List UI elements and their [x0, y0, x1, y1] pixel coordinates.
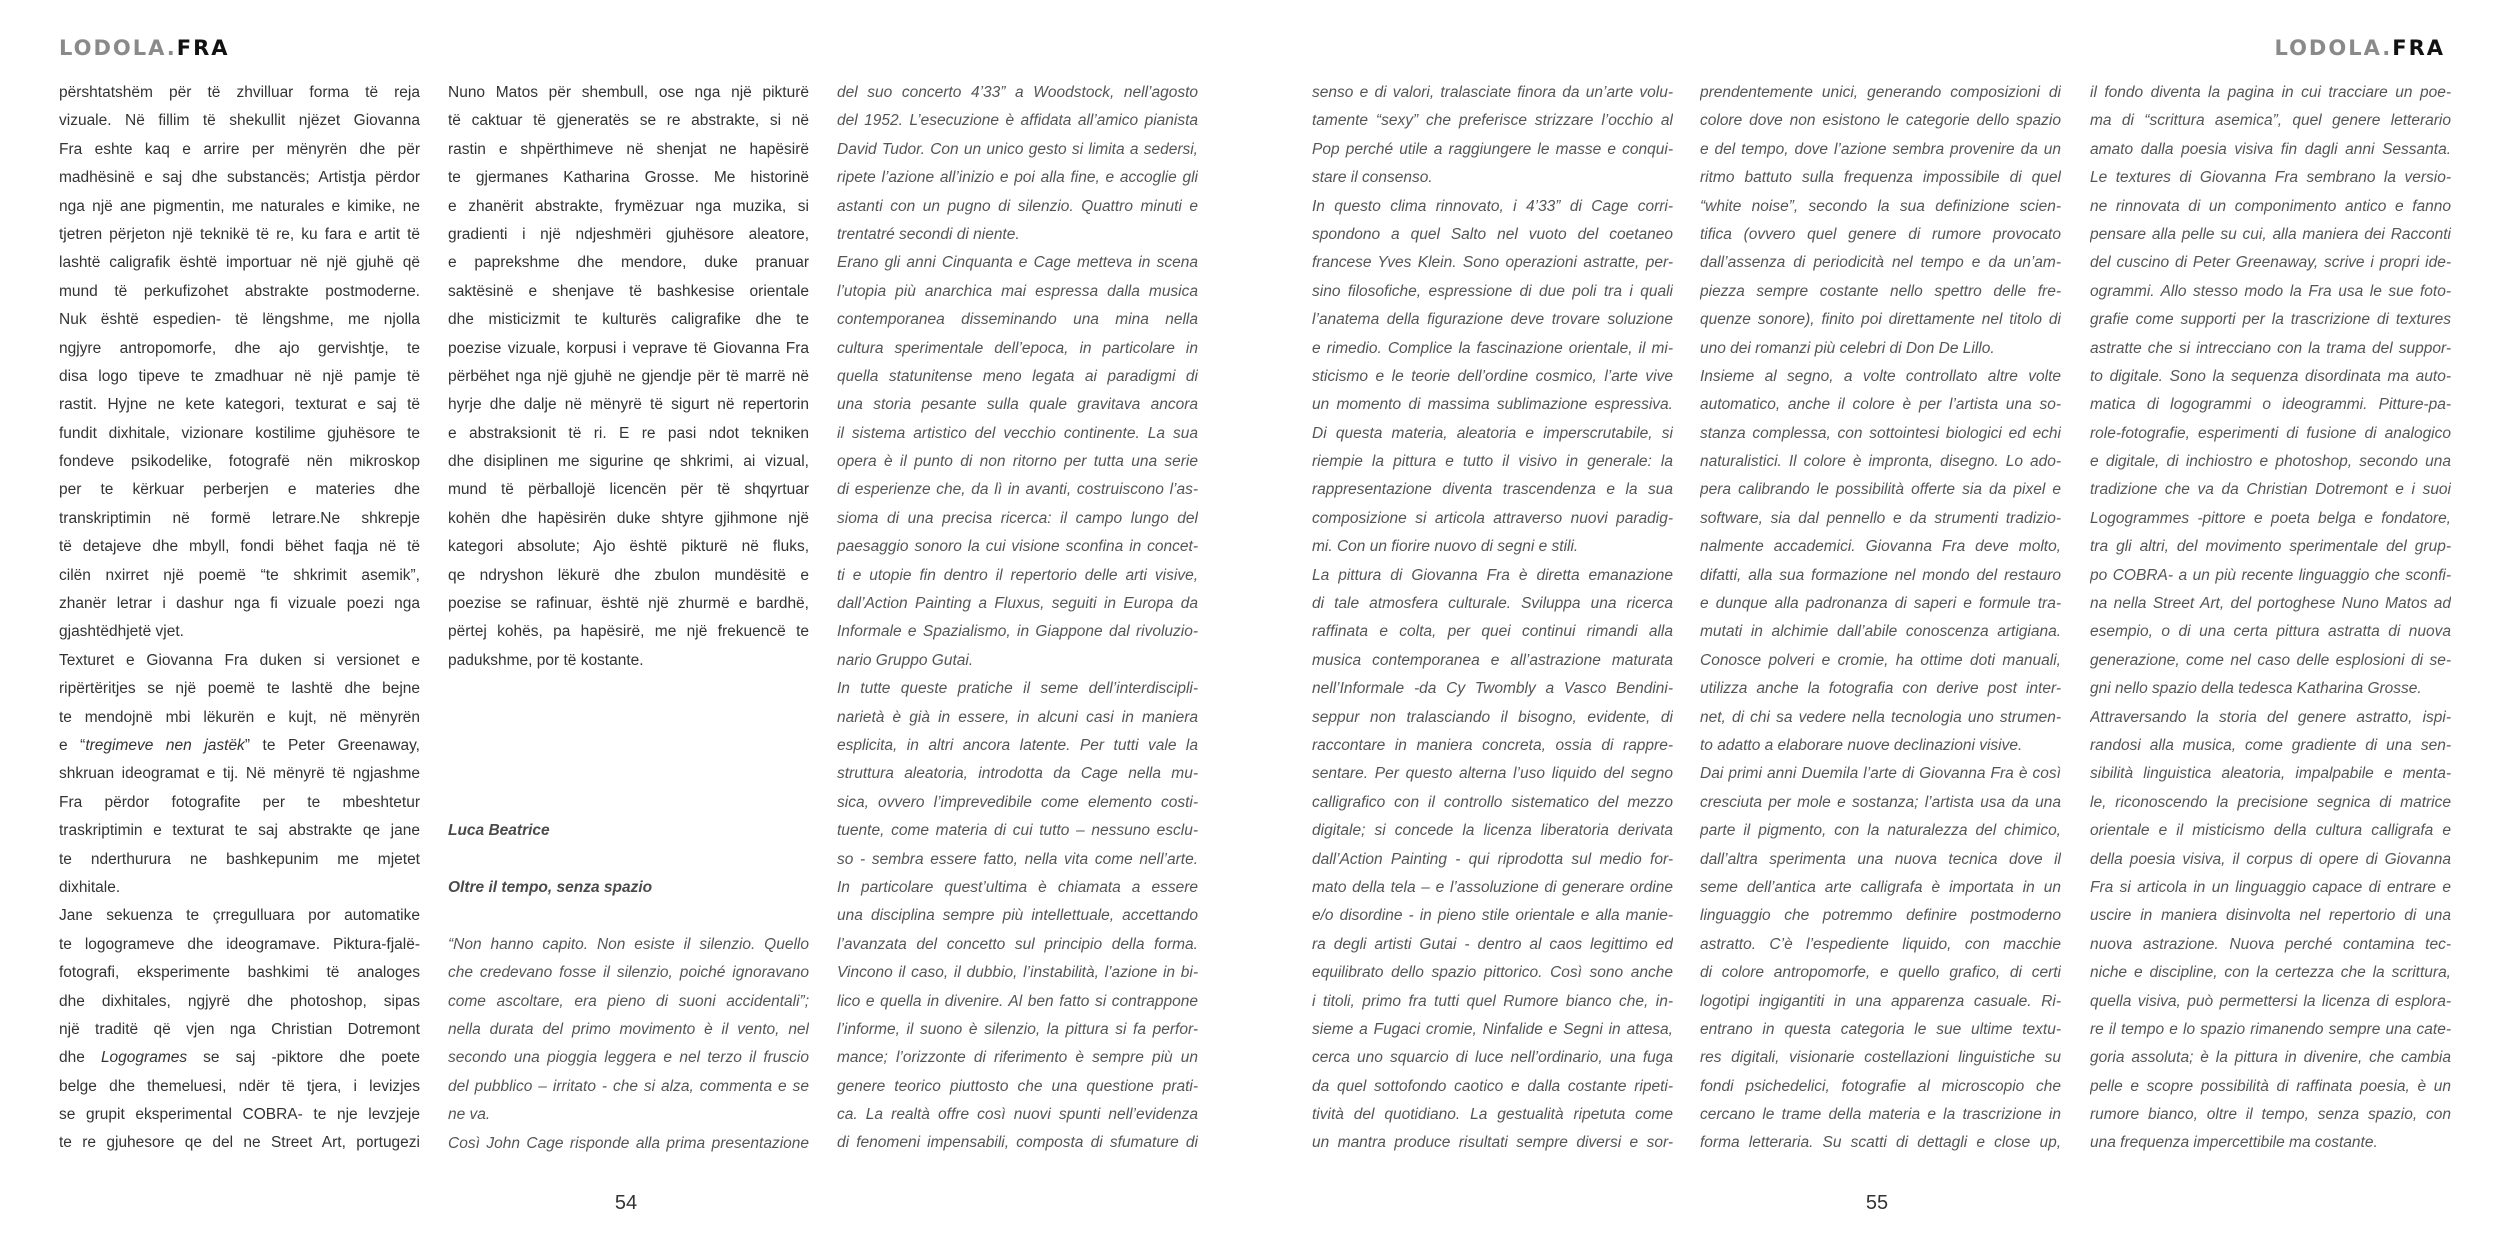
paragraph: [837, 249, 1198, 675]
text-line: poezise vizuale, korpusi i veprave të Giovanna Fra: [448, 339, 809, 357]
text-line: l’anatema della figurazione deve trovare soluzione: [1312, 311, 1673, 329]
text-line: tività del quotidiano. La gestualità ripetuta come: [1312, 1106, 1673, 1124]
text-line: tuente, come materia di cui tutto – nessuno esclu-: [837, 822, 1198, 840]
text-line: senso e di valori, tralasciate finora da un’arte volu-: [1312, 84, 1673, 101]
text-line: del suo concerto 4’33” a Woodstock, nell’agosto: [837, 84, 1198, 101]
text-line: linguaggio che potremmo definire postmoderno: [1700, 907, 2061, 925]
text-line: te logogrameve dhe ideogramave. Piktura-fjalë-: [59, 935, 420, 953]
text-line: sentare. Per questo alterna l’uso liquido del segno: [1312, 765, 1673, 783]
text-line: lashtë caligrafik është importuar në një gjuhë që: [59, 254, 420, 272]
text-line: Di questa materia, aleatoria e imperscrutabile, si: [1312, 424, 1673, 442]
text-line: automatico, anche il colore è per l’artista una so-: [1700, 396, 2061, 414]
text-line: padukshme, por të kostante.: [448, 651, 644, 669]
text-line: Insieme al segno, a volte controllato altre volte: [1700, 367, 2061, 385]
text-line: rastit. Hyjne ne kete kategori, texturat e saj të: [59, 396, 420, 414]
logo-right: [2274, 36, 2445, 60]
text-line: Nuk është espedien- të lëngshme, me njolla: [59, 311, 420, 329]
text-line: rumore bianco, oltre il tempo, senza spazio, con: [2090, 1106, 2451, 1124]
paragraph: [1700, 760, 2061, 1157]
text-line: rappresentazione diventa trascendenza e la sua: [1312, 481, 1673, 499]
text-line: di colore antropomorfe, e quello grafico, di certi: [1700, 964, 2061, 982]
text-line: utilizza anche la fotografia con derive post inter-: [1700, 680, 2061, 698]
text-line: francese Yves Klein. Sono operazioni astratte, per-: [1312, 254, 1673, 272]
text-line: uscire in maniera disinvolta nel repertorio di una: [2090, 907, 2451, 925]
text-line: e rimedio. Complice la fascinazione orientale, il mi-: [1312, 339, 1673, 357]
text-line: matica di logogrammi o ideogrammi. Pitture-pa-: [2090, 396, 2451, 414]
text-line: un mantra produce risultati sempre diversi e sor-: [1312, 1134, 1673, 1152]
text-line: Fra si articola in un linguaggio capace di entrare e: [2090, 878, 2451, 896]
text-line: përtej kohës, pa hapësirë, me një frekuencë te: [448, 623, 809, 641]
text-line: ne rinnovata di un componimento antico e fanno: [2090, 197, 2451, 215]
text-line: orientale e il misticismo della cultura calligrafa e: [2090, 822, 2451, 840]
text-line: nga një ane pigmentin, me naturales e kimike, ne: [59, 197, 420, 215]
text-line: il fondo diventa la pagina in cui tracciare un poe-: [2090, 84, 2451, 101]
text-line: Dai primi anni Duemila l’arte di Giovanna Fra è così: [1700, 765, 2061, 783]
page-number-right: 55: [1865, 1192, 1889, 1214]
text-line: quella statunitense meno legata ai paradigmi di: [837, 367, 1198, 385]
text-line: Pop perché utile a raggiungere le masse e conqui-: [1312, 140, 1673, 158]
text-line: nario Gruppo Gutai.: [837, 651, 974, 669]
text-line: di fenomeni impensabili, composta di sfumature di: [837, 1134, 1198, 1152]
text-line: Vincono il caso, il dubbio, l’instabilità, l’azione in bi-: [837, 964, 1198, 982]
text-line: fondi psichedelici, fotografie al microscopio che: [1700, 1077, 2061, 1095]
text-line: riempie la pittura e tutto il visivo in generale: la: [1312, 453, 1673, 471]
text-line: Conosce polveri e cromie, ha ottime doti manuali,: [1700, 651, 2061, 669]
text-line: quella visiva, può permettersi la licenza di esplora-: [2090, 992, 2451, 1010]
text-line: come ascoltare, era pieno di suoni accidentali”;: [448, 992, 809, 1010]
text-line: contemporanea disseminando una mina nella: [837, 311, 1198, 329]
text-line: del cuscino di Peter Greenaway, scrive i propri ide-: [2090, 254, 2451, 272]
text-segment: dhe: [59, 1049, 101, 1067]
text-line: ra degli artisti Gutai - dentro al caos legittimo ed: [1312, 935, 1673, 953]
text-line: dall’assenza di periodicità nel tempo e da un’am-: [1700, 254, 2061, 272]
text-line: tradizione che va da Christian Dotremont e i suoi: [2090, 481, 2451, 499]
text-line: mance; l’orizzonte di riferimento è sempre più un: [837, 1049, 1198, 1067]
text-line: te nderthurura ne bashkepunim me mjetet: [59, 850, 420, 868]
text-line: ripete l’azione all’inizio e poi alla fine, e accoglie gli: [837, 169, 1198, 187]
paragraph: [1312, 193, 1673, 562]
paragraph: [1700, 79, 2061, 363]
text-line: tra gli altri, del movimento sperimentale del grup-: [2090, 538, 2451, 556]
text-line: Le textures di Giovanna Fra sembrano la versio-: [2090, 169, 2451, 187]
text-line: përbëhet nga një gjuhë ne gjendje për të marrë në: [448, 367, 809, 385]
text-line: una disciplina sempre più intellettuale, accettando: [837, 907, 1198, 925]
text-line: nuova astrazione. Nuova perché contamina tec-: [2090, 935, 2451, 953]
text-line: traskriptimin e texturat te saj abstrakte qe jane: [59, 822, 420, 840]
text-line: una storia pesante sulla quale gravitava ancora: [837, 396, 1198, 414]
text-line: përshtatshëm për të zhvilluar forma të reja: [59, 84, 420, 101]
text-line: struttura aleatoria, introdotta da Cage nella mu-: [837, 765, 1198, 783]
text-line: fotografi, eksperimente bashkimi të analoges: [59, 964, 420, 982]
text-line: l’avanzata del concetto sul principio della forma.: [837, 935, 1198, 953]
text-line: sieme a Fugaci cromie, Ninfalide e Segni in attesa,: [1312, 1020, 1673, 1038]
text-line: amato dalla poesia visiva fin dagli anni Sessanta.: [2090, 140, 2451, 158]
text-line: pelle e scopre possibilità di raffinata poesia, è un: [2090, 1077, 2451, 1095]
text-line: i titoli, primo fra tutti quel Rumore bianco che, in-: [1312, 992, 1673, 1010]
text-line: l’informe, il suono è silenzio, la pittura si fa perfor-: [837, 1020, 1198, 1038]
text-line: entrano in questa categoria le sue ultime textu-: [1700, 1020, 2061, 1038]
text-line: narietà è già in essere, in alcuni casi in maniera: [837, 708, 1198, 726]
text-line: ritmo battuto sulla frequenza impossibile di quel: [1700, 169, 2061, 187]
text-line: da quel sottofondo caotico e dalla costante ripeti-: [1312, 1077, 1673, 1095]
text-line: transkriptimin në formë letrare.Ne shkrepje: [59, 509, 420, 527]
text-line: dall’Action Painting a Fluxus, seguiti in Europa da: [837, 595, 1198, 613]
text-line: “Non hanno capito. Non esiste il silenzio. Quello: [448, 935, 809, 953]
text-line: Fra eshte kaq e arrire per mënyrën dhe për: [59, 140, 420, 158]
text-line: Così John Cage risponde alla prima presentazione: [448, 1134, 809, 1152]
text-line: një traditë që vjen nga Christian Dotremont: [59, 1020, 420, 1038]
text-line: David Tudor. Con un unico gesto si limita a sedersi,: [837, 140, 1198, 158]
text-line: lico e quella in divenire. Al ben fatto si contrappone: [837, 992, 1198, 1010]
text-line: e/o disordine - in pieno stile orientale e alla manie-: [1312, 907, 1673, 925]
text-segment: ” te Peter Greenaway,: [244, 736, 420, 754]
text-line: e zhanërit abstrakte, frymëzuar nga muzika, si: [448, 197, 809, 215]
text-line: niche e discipline, con la certezza che la scrittura,: [2090, 964, 2451, 982]
text-line: cercano le trame della materia e la trascrizione in: [1700, 1106, 2061, 1124]
text-line: “white noise”, secondo la sua definizione scien-: [1700, 197, 2061, 215]
text-line: ngjyre antropomorfe, dhe ajo gervishtje, te: [59, 339, 420, 357]
text-line: seme dell’antica arte calligrafa è importata in un: [1700, 878, 2061, 896]
text-line: stanza complessa, con sottointesi biologici ed echi: [1700, 424, 2061, 442]
text-line: colore dove non esistono le categorie dello spazio: [1700, 112, 2061, 130]
text-line: zhanër letrar i dashur nga fi vizuale poezi nga: [59, 595, 420, 613]
text-line: stare il consenso.: [1312, 169, 1433, 187]
text-line: l’utopia più anarchica mai espressa dalla musica: [837, 282, 1198, 300]
text-line: tamente “sexy” che preferisce strizzare l’occhio al: [1312, 112, 1673, 130]
text-line: e del tempo, dove l’azione sembra provenire da un: [1700, 140, 2061, 158]
text-line: kohën dhe hapësirën duke shtyre gjihmone një: [448, 509, 809, 527]
text-line: quenze sonore), finito poi direttamente nel titolo di: [1700, 311, 2061, 329]
text-line: di esperienze che, da lì in avanti, costruiscono l’as-: [837, 481, 1198, 499]
text-column: [1700, 79, 2061, 1158]
text-column: [59, 79, 420, 1158]
logo-left: [59, 36, 230, 60]
text-line: te re gjuhesore qe del ne Street Art, portugezi: [59, 1134, 420, 1152]
text-line: secondo una pioggia leggera e nel terzo il fruscio: [448, 1049, 809, 1067]
text-line: saktësinë e shenjave të bashkesise orientale: [448, 282, 809, 300]
text-line: opera è il punto di non ritorno per tutta una serie: [837, 453, 1198, 471]
text-line: qe ndryshon lëkurë dhe zbulon mundësitë e: [448, 566, 809, 584]
text-line: dixhitale.: [59, 878, 121, 896]
text-line: cilën nxirret një poemë “te shkrimit asemik”,: [59, 566, 420, 584]
paragraph: [1312, 562, 1673, 1158]
text-line: role-fotografie, esperimenti di fusione di analogico: [2090, 424, 2451, 442]
text-line: re il tempo e lo spazio rimanendo sempre una cate-: [2090, 1020, 2451, 1038]
text-line: sioma di una precisa ricerca: il campo lungo del: [837, 509, 1198, 527]
text-line: grafie come supporti per la trascrizione di textures: [2090, 311, 2451, 329]
text-line: della poesia visiva, il corpus di opere di Giovanna: [2090, 850, 2451, 868]
paragraph: [2090, 704, 2451, 1158]
text-line: goria assoluta; è la pittura in divenire, che cambia: [2090, 1049, 2451, 1067]
text-line: generazione, come nel caso delle esplosioni di se-: [2090, 651, 2451, 669]
text-line: të detajeve dhe mbyll, fondi bëhet faqja në të: [59, 538, 420, 556]
text-line: [59, 732, 420, 760]
paragraph: [448, 79, 809, 675]
text-line: composizione si articola attraverso nuovi paradig-: [1312, 509, 1673, 527]
text-line: to adatto a elaborare nuove declinazioni visive.: [1700, 736, 2023, 754]
paragraph: [448, 1130, 809, 1158]
text-line: poezise se rafinuar, është një zhurmë e bardhë,: [448, 595, 809, 613]
text-line: dhe disiplinen me sigurine qe shkrimi, ai vizual,: [448, 453, 809, 471]
text-line: In tutte queste pratiche il seme dell’interdiscipli-: [837, 680, 1198, 698]
text-line: digitale; si concede la licenza liberatoria derivata: [1312, 822, 1673, 840]
text-line: so - sembra essere fatto, nella vita come nell’arte.: [837, 850, 1198, 868]
text-line: paesaggio sonoro la cui visione sconfina in concet-: [837, 538, 1198, 556]
text-line: naturalistici. Il colore è impronta, disegno. Lo ado-: [1700, 453, 2061, 471]
text-line: të caktuar të gjeneratës se re abstrakte, si në: [448, 112, 809, 130]
paragraph: [59, 79, 420, 647]
text-line: Erano gli anni Cinquanta e Cage metteva in scena: [837, 254, 1198, 272]
text-line: dall’altra sperimenta una nuova tecnica dove il: [1700, 850, 2061, 868]
text-line: e dunque alla padronanza di saperi e formule tra-: [1700, 595, 2061, 613]
text-line: Attraversando la storia del genere astratto, ispi-: [2090, 708, 2451, 726]
text-line: nella durata del primo movimento è il vento, nel: [448, 1020, 809, 1038]
paragraph: [59, 647, 420, 903]
text-line: ne va.: [448, 1106, 491, 1124]
text-line: del 1952. L’esecuzione è affidata all’amico pianista: [837, 112, 1198, 130]
text-line: raccontare in maniera concreta, ossia di rappre-: [1312, 736, 1673, 754]
text-line: nell’Informale -da Cy Twombly a Vasco Bendini-: [1312, 680, 1673, 698]
text-line: po COBRA- a un più recente linguaggio che sconfi-: [2090, 566, 2451, 584]
text-line: spondono a quel Salto nel vuoto del coetaneo: [1312, 225, 1673, 243]
text-line: mund të perkufizohet abstrakte postmoderne.: [59, 282, 420, 300]
text-line: te gjermanes Katharina Grosse. Me historinë: [448, 169, 809, 187]
text-line: fundit dixhitale, vizionare kostilime gjuhësore te: [59, 424, 420, 442]
text-line: forma letteraria. Su scatti di dettagli e close up,: [1700, 1134, 2061, 1152]
text-line: software, sia dal pennello e da strumenti tradizio-: [1700, 509, 2061, 527]
text-line: La pittura di Giovanna Fra è diretta emanazione: [1312, 566, 1673, 584]
text-line: to digitale. Sono la sequenza disordinata ma auto-: [2090, 367, 2451, 385]
text-line: ca. La realtà offre così nuovi spunti nell’evidenza: [837, 1106, 1198, 1124]
text-line: le, riconoscendo la precisione segnica di matrice: [2090, 793, 2451, 811]
text-line: fondeve psikodelike, fotografë nën mikroskop: [59, 453, 420, 471]
text-line: Nuno Matos për shembull, ose nga një pikturë: [448, 84, 809, 101]
text-line: mato della tela – e l’assoluzione di generare ordine: [1312, 878, 1673, 896]
text-column: [1312, 79, 1673, 1158]
page-number-left: 54: [614, 1192, 638, 1214]
text-line: te mendojnë mbi lëkurën e kujt, në mënyrën: [59, 708, 420, 726]
text-line: il sistema artistico del vecchio continente. La sua: [837, 424, 1198, 442]
paragraph: [2090, 79, 2451, 704]
text-line: ti e utopie fin dentro il repertorio delle arti visive,: [837, 566, 1198, 584]
text-segment: e “: [59, 736, 86, 754]
text-line: di tale atmosfera culturale. Sviluppa una ricerca: [1312, 595, 1673, 613]
text-line: In questo clima rinnovato, i 4’33” di Cage corri-: [1312, 197, 1673, 215]
text-line: difatti, alla sua formazione nel mondo del restauro: [1700, 566, 2061, 584]
text-line: nalmente accademici. Giovanna Fra deve molto,: [1700, 538, 2061, 556]
text-line: Fra përdor fotografite per te mbeshtetur: [59, 793, 420, 811]
paragraph: [837, 79, 1198, 249]
text-column: [448, 79, 809, 1158]
text-line: se grupit eksperimental COBRA- te nje levzjeje: [59, 1106, 420, 1124]
text-line: parte il pigmento, con la naturalezza del chimico,: [1700, 822, 2061, 840]
logo-text-black: FRA: [176, 36, 230, 60]
text-line: trentatré secondi di niente.: [837, 225, 1020, 243]
text-line: equilibrato dello spazio pittorico. Così sono anche: [1312, 964, 1673, 982]
text-line: esempio, o di una certa pittura astratta di nuova: [2090, 623, 2451, 641]
text-line: belge dhe themeluesi, ndër të tjera, i levizjes: [59, 1077, 420, 1095]
text-line: del pubblico – irritato - che si alza, commenta e se: [448, 1077, 809, 1095]
text-line: uno dei romanzi più celebri di Don De Lillo.: [1700, 339, 1995, 357]
text-line: tifica (ovvero quel genere di rumore provocato: [1700, 225, 2061, 243]
text-line: calligrafico con il controllo sistematico del mezzo: [1312, 793, 1673, 811]
paragraph: [1700, 363, 2061, 760]
text-line: Jane sekuenza te çrregulluara por automatike: [59, 907, 420, 925]
text-line: che credevano fosse il silenzio, poiché ignoravano: [448, 964, 809, 982]
text-line: rastin e shpërthimeve në shenjat ne hapësirë: [448, 140, 809, 158]
paragraph: [837, 675, 1198, 1158]
text-column: [2090, 79, 2451, 1158]
text-line: musica contemporanea e all’astrazione maturata: [1312, 651, 1673, 669]
text-line: Texturet e Giovanna Fra duken si versionet e: [59, 651, 420, 669]
text-line: genere teorico piuttosto che una questione prati-: [837, 1077, 1198, 1095]
text-line: esplicita, in altri ancora latente. Per tutti vale la: [837, 736, 1198, 754]
text-line: tjetren përjeton një teknikë të re, ku fara e artit të: [59, 225, 420, 243]
text-line: Logogrammes -pittore e poeta belga e fondatore,: [2090, 509, 2451, 527]
text-line: madhësinë e saj dhe substancës; Artistja përdor: [59, 169, 420, 187]
text-line: prendentemente unici, generando composizioni di: [1700, 84, 2061, 101]
text-line: ogrammi. Allo stesso modo la Fra usa le sue foto-: [2090, 282, 2451, 300]
text-line: gni nello spazio della tedesca Katharina Grosse.: [2090, 680, 2422, 698]
text-line: disa logo tipeve te zmadhuar në një pamje të: [59, 367, 420, 385]
text-line: shkruan ideogramat e tij. Në mënyrë të ngjashme: [59, 765, 420, 783]
logo-text-black: FRA: [2392, 36, 2445, 60]
text-line: seppur non tralasciando il bisogno, evidente, di: [1312, 708, 1673, 726]
text-line: dall’Action Painting - qui riprodotta sul medio for-: [1312, 850, 1673, 868]
text-line: un momento di massima sublimazione espressiva.: [1312, 396, 1673, 414]
logo-text-gray: LODOLA.: [2274, 36, 2393, 60]
text-line: kategori absolute; Ajo është pikturë në fluks,: [448, 538, 809, 556]
text-line: ma di “scrittura asemica”, quel genere letterario: [2090, 112, 2451, 130]
paragraph: [1312, 79, 1673, 193]
text-line: hyrje dhe dalje në mënyrë të sigurt në repertorin: [448, 396, 809, 414]
text-line: astratto. C’è l’espediente liquido, con macchie: [1700, 935, 2061, 953]
text-line: cultura sperimentale dell’epoca, in particolare in: [837, 339, 1198, 357]
text-line: randosi alla musica, come gradiente di una sen-: [2090, 736, 2451, 754]
italic-title: Logogrames: [100, 1049, 188, 1067]
text-line: ripërtëritjes se një poemë te lashtë dhe bejne: [59, 680, 420, 698]
paragraph: [448, 931, 809, 1130]
text-line: e paprekshme dhe mendore, duke pranuar: [448, 254, 809, 272]
text-line: sino filosofiche, espressione di due poli tra i quali: [1312, 282, 1673, 300]
text-line: gradienti i një ndjeshmëri gjuhësore aleatore,: [448, 225, 809, 243]
text-line: cresciuta per mole e sostanza; l’artista usa da una: [1700, 793, 2061, 811]
text-line: raffinata e colta, per quei continui rimandi alla: [1312, 623, 1673, 641]
text-line: astratte che si intrecciano con la trama del suppor-: [2090, 339, 2451, 357]
text-line: net, di chi sa vedere nella tecnologia uno strumen-: [1700, 708, 2061, 726]
author-name: Luca Beatrice: [448, 822, 550, 840]
text-line: Informale e Spazialismo, in Giappone dal rivoluzio-: [837, 623, 1198, 641]
text-line: e abstraksionit të ri. E re pasi ndot tekniken: [448, 424, 809, 442]
italic-title: tregimeve nen jastëk: [85, 736, 245, 754]
logo-text-gray: LODOLA.: [59, 36, 177, 60]
paragraph: [59, 902, 420, 1158]
text-line: [59, 1044, 420, 1072]
text-line: mi. Con un fiorire nuovo di segni e stili.: [1312, 538, 1579, 556]
text-line: dhe misticizmit te kulturës caligrafike dhe te: [448, 311, 809, 329]
text-line: cerca uno squarcio di luce nell’ordinario, una fuga: [1312, 1049, 1673, 1067]
text-line: sibilità linguistica aleatoria, impalpabile e menta-: [2090, 765, 2451, 783]
text-line: pera calibrando le possibilità offerte sia da pixel e: [1700, 481, 2061, 499]
text-line: piezza sempre costante nello spettro delle fre-: [1700, 282, 2061, 300]
text-line: dhe dixhitales, ngjyrë dhe photoshop, sipas: [59, 992, 420, 1010]
text-line: mund të përballojë licencën për të shqyrtuar: [448, 481, 809, 499]
text-line: e digitale, di inchiostro e photoshop, secondo una: [2090, 453, 2451, 471]
text-column: [837, 79, 1198, 1158]
text-line: mutati in alchimie dall’abile conoscenza artigiana.: [1700, 623, 2061, 641]
text-line: na nella Street Art, del portoghese Nuno Matos ad: [2090, 595, 2451, 613]
text-line: una frequenza impercettibile ma costante.: [2090, 1134, 2378, 1152]
text-line: vizuale. Në fillim të shekullit njëzet Giovanna: [59, 112, 420, 130]
text-line: per te kërkuar perberjen e materies dhe: [59, 481, 420, 499]
text-line: sica, ovvero l’imprevedibile come elemento costi-: [837, 793, 1198, 811]
text-line: In particolare quest’ultima è chiamata a essere: [837, 878, 1198, 896]
text-line: pensare alla pelle su cui, alla maniera dei Racconti: [2090, 225, 2451, 243]
text-line: res digitali, visionarie costellazioni linguistiche su: [1700, 1049, 2061, 1067]
text-line: astanti con un pugno di silenzio. Quattro minuti e: [837, 197, 1198, 215]
text-line: logotipi ingigantiti in una apparenza casuale. Ri-: [1700, 992, 2061, 1010]
text-line: gjashtëdhjetë vjet.: [59, 623, 184, 641]
text-segment: se saj -piktore dhe poete: [187, 1049, 420, 1067]
text-line: sticismo e le teorie dell’ordine cosmico, l’arte vive: [1312, 367, 1673, 385]
essay-title: Oltre il tempo, senza spazio: [448, 878, 653, 896]
